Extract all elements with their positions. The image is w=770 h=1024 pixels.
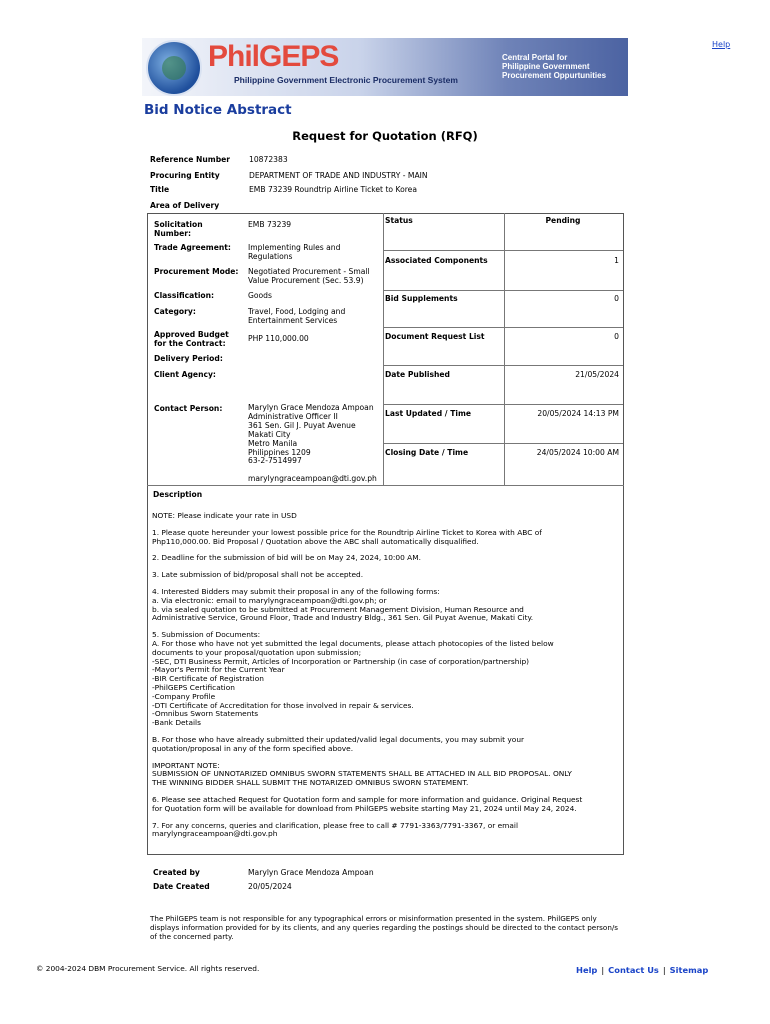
bid-supplements-value: 0 [614,294,619,303]
approved-budget-label: Approved Budget for the Contract: [154,330,229,348]
approved-budget-value: PHP 110,000.00 [248,334,309,343]
procuring-entity-label: Procuring Entity [150,171,220,180]
status-row-divider [383,443,623,444]
separator: | [601,965,605,975]
description-paragraph: 1. Please quote hereunder your lowest possible price for the Roundtrip Airline Ticket to Korea with ABC of Php110,000.00. Bid Proposal / Quotation above the ABC shall automatically disqualified. [152,527,542,546]
portal-line: Philippine Government [502,62,590,71]
document-request-value: 0 [614,332,619,341]
document-title: Request for Quotation (RFQ) [292,129,478,143]
contact-person-value: Marylyn Grace Mendoza Ampoan Administrative Officer II 361 Sen. Gil J. Puyat Avenue Makati City Metro Manila Philippines 1209 63-2-7514997 marylyngraceampoan@dti.gov.ph [248,403,377,484]
footer-sitemap-link[interactable]: Sitemap [669,965,709,975]
category-value: Travel, Food, Lodging and Entertainment Services [248,307,346,325]
trade-agreement-value: Implementing Rules and Regulations [248,243,341,261]
procurement-mode-label: Procurement Mode: [154,267,239,276]
description-paragraph: 6. Please see attached Request for Quotation form and sample for more information and guidance. Original Request for Quotation form will be available for download from PhilGEPS website starting May 21, 2024 until May 24, 2024. [152,794,583,813]
status-row-divider [383,250,623,251]
brand-logo: PhilGEPS [208,40,339,73]
description-body [152,512,622,847]
description-paragraph: 3. Late submission of bid/proposal shall not be accepted. [152,570,364,580]
created-by-label: Created by [153,868,200,877]
classification-value: Goods [248,291,272,300]
separator: | [662,965,666,975]
created-by-value: Marylyn Grace Mendoza Ampoan [248,868,374,877]
column-divider [383,213,384,485]
procurement-mode-value: Negotiated Procurement - Small Value Procurement (Sec. 53.9) [248,267,370,285]
delivery-period-label: Delivery Period: [154,354,223,363]
date-created-label: Date Created [153,882,210,891]
status-col-divider [504,213,505,485]
closing-date-label: Closing Date / Time [385,448,469,457]
section-divider [147,485,624,486]
description-paragraph: 2. Deadline for the submission of bid will be on May 24, 2024, 10:00 AM. [152,553,421,563]
last-updated-label: Last Updated / Time [385,409,472,418]
disclaimer: The PhilGEPS team is not responsible for any typographical errors or misinformation presented in the system. PhilGEPS only displays information provided for by its clients, and any queries regarding the postings should be directed to the contact person/s of the concerned party. [150,914,619,941]
category-label: Category: [154,307,196,316]
associated-components-value: 1 [614,256,619,265]
help-link-top[interactable]: Help [712,40,731,49]
status-value: Pending [545,216,581,225]
solicitation-number-label: Solicitation Number: [154,220,203,238]
description-label: Description [153,490,203,499]
procuring-entity-value: DEPARTMENT OF TRADE AND INDUSTRY - MAIN [249,171,428,180]
document-request-label: Document Request List [385,332,485,341]
classification-label: Classification: [154,291,215,300]
portal-line: Central Portal for [502,53,568,62]
area-of-delivery-label: Area of Delivery [150,201,220,210]
status-label: Status [385,216,413,225]
bid-supplements-label: Bid Supplements [385,294,458,303]
client-agency-label: Client Agency: [154,370,216,379]
closing-date-value: 24/05/2024 10:00 AM [536,448,619,457]
last-updated-value: 20/05/2024 14:13 PM [537,409,619,418]
copyright: © 2004-2024 DBM Procurement Service. All rights reserved. [36,964,260,973]
description-paragraph: 5. Submission of Documents: A. For those who have not yet submitted the legal documents, please attach photocopies of the listed below documents to your proposal/quotation upon submission; -SEC, DTI Business Permit, Articles of Incorporation or Partnership (in case of corporation/partnership) -Mayor's Permit for the Current Year -BIR Certificate of Registration -PhilGEPS Certification -Company Profile -DTI Certificate of Accreditation for those involved in repair & services. -Omnibus Sworn Statements -Bank Details [152,630,554,728]
page-title: Bid Notice Abstract [144,102,292,118]
status-row-divider [383,290,623,291]
trade-agreement-label: Trade Agreement: [154,243,231,252]
philgeps-banner [142,38,628,96]
seal-logo-icon [146,40,202,96]
footer-links [576,965,708,975]
description-paragraph: B. For those who have already submitted their updated/valid legal documents, you may submit your quotation/proposal in any of the form specified above. [152,734,525,753]
date-published-label: Date Published [385,370,450,379]
reference-number-label: Reference Number [150,155,231,164]
portal-line: Procurement Oppurtunities [502,71,607,80]
contact-person-label: Contact Person: [154,404,223,413]
brand-subtitle: Philippine Government Electronic Procurement System [234,75,458,85]
footer-help-link[interactable]: Help [576,965,598,975]
reference-number-value: 10872383 [249,155,288,164]
date-created-value: 20/05/2024 [248,882,292,891]
status-row-divider [383,327,623,328]
title-label: Title [150,185,170,194]
date-published-value: 21/05/2024 [575,370,619,379]
footer-contact-link[interactable]: Contact Us [608,965,659,975]
description-paragraph: 7. For any concerns, queries and clarification, please free to call # 7791-3363/7791-3367, or email marylyngraceampoan@dti.gov.ph [152,820,519,839]
description-paragraph: 4. Interested Bidders may submit their proposal in any of the following forms: a. Via electronic: email to marylyngraceampoan@dti.gov.ph; or b. via sealed quotation to be submitted at Procurement Management Division, Human Resource and Administrative Service, Ground Floor, Trade and Industry Bldg., 361 Sen. Gil Puyat Avenue, Makati City. [152,586,534,623]
solicitation-number-value: EMB 73239 [248,220,292,229]
title-value: EMB 73239 Roundtrip Airline Ticket to Korea [249,185,418,194]
description-paragraph: IMPORTANT NOTE: SUBMISSION OF UNNOTARIZED OMNIBUS SWORN STATEMENTS SHALL BE ATTACHED IN ALL BID PROPOSAL. ONLY THE WINNING BIDDER SHALL SUBMIT THE NOTARIZED OMNIBUS SWORN STATEMENT. [152,760,572,788]
status-row-divider [383,404,623,405]
portal-tagline [502,53,606,80]
status-row-divider [383,365,623,366]
associated-components-label: Associated Components [385,256,488,265]
description-paragraph: NOTE: Please indicate your rate in USD [152,511,297,520]
